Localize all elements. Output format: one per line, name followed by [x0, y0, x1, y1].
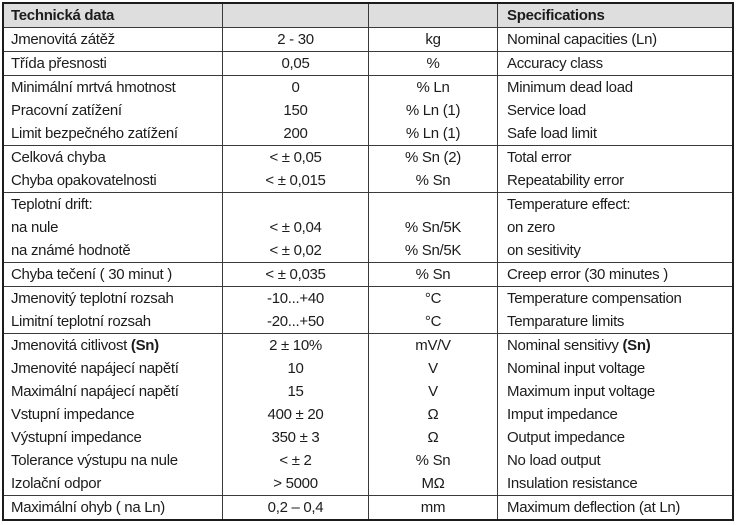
english-label: Output impedance — [507, 429, 625, 446]
czech-label-cell — [4, 496, 223, 519]
header-czech-cell — [4, 4, 223, 27]
czech-label-cell — [4, 380, 223, 403]
czech-label-cell — [4, 310, 223, 333]
english-label: Accuracy class — [507, 55, 603, 72]
english-label: Nominal input voltage — [507, 360, 645, 377]
english-label-cell — [498, 76, 732, 99]
english-label-cell — [498, 193, 732, 216]
value-text: < ± 0,05 — [269, 149, 322, 166]
unit-cell — [369, 99, 498, 122]
czech-label-cell — [4, 52, 223, 75]
czech-label: Maximální napájecí napětí — [11, 383, 179, 400]
value-text: 0,2 – 0,4 — [267, 499, 324, 516]
unit-text: Ω — [427, 406, 439, 423]
czech-label-cell — [4, 426, 223, 449]
czech-label-cell — [4, 287, 223, 310]
english-label: on zero — [507, 219, 555, 236]
unit-cell — [369, 334, 498, 357]
value-text: 15 — [287, 383, 304, 400]
unit-text: % Sn/5K — [404, 219, 462, 236]
czech-label: Teplotní drift: — [11, 196, 93, 213]
table-row — [4, 216, 732, 239]
value-cell — [223, 169, 369, 192]
unit-cell — [369, 403, 498, 426]
unit-cell — [369, 193, 498, 216]
czech-label: Jmenovitá citlivost — [11, 337, 131, 354]
english-label-cell — [498, 99, 732, 122]
czech-label: na nule — [11, 219, 59, 236]
value-cell — [223, 239, 369, 262]
czech-label: Jmenovitý teplotní rozsah — [11, 290, 174, 307]
value-cell — [223, 28, 369, 51]
header-english-cell — [498, 4, 732, 27]
table-row — [4, 472, 732, 496]
english-label-cell — [498, 28, 732, 51]
value-text: < ± 0,015 — [265, 172, 326, 189]
table-row — [4, 380, 732, 403]
unit-cell — [369, 263, 498, 286]
english-label-cell — [498, 380, 732, 403]
english-label-cell — [498, 146, 732, 169]
table-title-english: Specifications — [507, 7, 605, 24]
value-cell — [223, 287, 369, 310]
value-text: 0 — [291, 79, 300, 96]
unit-text: % Sn (2) — [405, 149, 461, 166]
table-row — [4, 263, 732, 287]
table-row — [4, 357, 732, 380]
table-row — [4, 496, 732, 519]
czech-label-cell — [4, 122, 223, 145]
value-cell — [223, 193, 369, 216]
czech-label: Minimální mrtvá hmotnost — [11, 79, 176, 96]
czech-label: Chyba opakovatelnosti — [11, 172, 157, 189]
czech-label-cell — [4, 99, 223, 122]
table-row — [4, 193, 732, 216]
value-text: 200 — [283, 125, 308, 142]
czech-label-bold: (Sn) — [130, 337, 159, 354]
table-row — [4, 287, 732, 310]
english-label-cell — [498, 357, 732, 380]
header-unit-cell-empty — [369, 4, 498, 27]
czech-label: Vstupní impedance — [11, 406, 135, 423]
value-cell — [223, 263, 369, 286]
value-cell — [223, 403, 369, 426]
english-label: Maximum input voltage — [507, 383, 655, 400]
english-label: No load output — [507, 452, 601, 469]
value-text: 10 — [287, 360, 304, 377]
unit-cell — [369, 310, 498, 333]
unit-cell — [369, 76, 498, 99]
english-label: Repeatability error — [507, 172, 624, 189]
unit-text: kg — [425, 31, 441, 48]
unit-cell — [369, 380, 498, 403]
table-row — [4, 122, 732, 146]
unit-cell — [369, 287, 498, 310]
czech-label-cell — [4, 193, 223, 216]
english-label: Temparature limits — [507, 313, 625, 330]
czech-label-cell — [4, 216, 223, 239]
english-label-cell — [498, 310, 732, 333]
specifications-table — [2, 2, 734, 521]
unit-cell — [369, 122, 498, 145]
table-row — [4, 52, 732, 76]
english-label-cell — [498, 426, 732, 449]
value-cell — [223, 146, 369, 169]
english-label-cell — [498, 239, 732, 262]
unit-text: mm — [420, 499, 446, 516]
czech-label-cell — [4, 169, 223, 192]
unit-text: % Sn/5K — [404, 242, 462, 259]
czech-label: Jmenovité napájecí napětí — [11, 360, 179, 377]
unit-cell — [369, 357, 498, 380]
english-label-cell — [498, 52, 732, 75]
unit-text: % Sn — [415, 452, 451, 469]
czech-label: Tolerance výstupu na nule — [11, 452, 178, 469]
value-cell — [223, 52, 369, 75]
czech-label: Chyba tečení ( 30 minut ) — [11, 266, 172, 283]
value-cell — [223, 449, 369, 472]
value-text: 350 ± 3 — [271, 429, 320, 446]
value-cell — [223, 496, 369, 519]
table-row — [4, 76, 732, 99]
unit-cell — [369, 52, 498, 75]
value-text: > 5000 — [273, 475, 318, 492]
unit-cell — [369, 496, 498, 519]
table-title-czech: Technická data — [11, 7, 115, 24]
table-row — [4, 334, 732, 357]
english-label-cell — [498, 263, 732, 286]
english-label: Temperature compensation — [507, 290, 682, 307]
value-cell — [223, 357, 369, 380]
value-cell — [223, 380, 369, 403]
english-label-cell — [498, 169, 732, 192]
unit-cell — [369, 426, 498, 449]
unit-text: MΩ — [421, 475, 445, 492]
czech-label-cell — [4, 357, 223, 380]
english-label: Imput impedance — [507, 406, 618, 423]
english-label-cell — [498, 122, 732, 145]
czech-label: Limitní teplotní rozsah — [11, 313, 151, 330]
unit-text: Ω — [427, 429, 439, 446]
czech-label-cell — [4, 263, 223, 286]
value-text: < ± 0,035 — [265, 266, 326, 283]
value-text: < ± 2 — [279, 452, 312, 469]
unit-cell — [369, 472, 498, 495]
czech-label-cell — [4, 239, 223, 262]
czech-label: Třída přesnosti — [11, 55, 107, 72]
value-cell — [223, 334, 369, 357]
english-label-cell — [498, 496, 732, 519]
unit-text: % Sn — [415, 172, 451, 189]
czech-label-cell — [4, 334, 223, 357]
unit-text: V — [428, 383, 438, 400]
english-label-cell — [498, 216, 732, 239]
unit-cell — [369, 239, 498, 262]
unit-cell — [369, 449, 498, 472]
unit-text: mV/V — [415, 337, 451, 354]
value-text: 0,05 — [281, 55, 310, 72]
unit-cell — [369, 28, 498, 51]
czech-label: Maximální ohyb ( na Ln) — [11, 499, 166, 516]
czech-label-cell — [4, 76, 223, 99]
english-label-cell — [498, 472, 732, 495]
value-cell — [223, 310, 369, 333]
value-text: 2 - 30 — [277, 31, 314, 48]
value-cell — [223, 426, 369, 449]
czech-label-cell — [4, 449, 223, 472]
unit-text: % Sn — [415, 266, 451, 283]
value-text: < ± 0,04 — [269, 219, 322, 236]
table-row — [4, 99, 732, 122]
english-label-cell — [498, 334, 732, 357]
table-row — [4, 403, 732, 426]
table-row — [4, 426, 732, 449]
czech-label: Výstupní impedance — [11, 429, 142, 446]
english-label-cell — [498, 449, 732, 472]
value-text: 150 — [283, 102, 308, 119]
table-row — [4, 239, 732, 263]
unit-text: V — [428, 360, 438, 377]
czech-label-cell — [4, 403, 223, 426]
english-label-cell — [498, 287, 732, 310]
unit-cell — [369, 169, 498, 192]
value-text: 2 ± 10% — [269, 337, 322, 354]
english-label-bold: (Sn) — [622, 337, 651, 354]
table-row — [4, 310, 732, 334]
value-text: -10...+40 — [267, 290, 324, 307]
english-label: Safe load limit — [507, 125, 597, 142]
value-cell — [223, 472, 369, 495]
table-row — [4, 146, 732, 169]
english-label: Temperature effect: — [507, 196, 631, 213]
english-label-cell — [498, 403, 732, 426]
english-label: Nominal capacities (Ln) — [507, 31, 657, 48]
table-row — [4, 449, 732, 472]
value-cell — [223, 76, 369, 99]
value-cell — [223, 122, 369, 145]
unit-text: % — [426, 55, 440, 72]
czech-label: Limit bezpečného zatížení — [11, 125, 178, 142]
value-text: -20...+50 — [267, 313, 324, 330]
english-label: Nominal sensitivy — [507, 337, 623, 354]
table-row — [4, 169, 732, 193]
unit-text: °C — [424, 290, 442, 307]
english-label: Creep error (30 minutes ) — [507, 266, 668, 283]
czech-label: na známé hodnotě — [11, 242, 131, 259]
english-label: Total error — [507, 149, 572, 166]
header-value-cell-empty — [223, 4, 369, 27]
czech-label-cell — [4, 28, 223, 51]
czech-label: Izolační odpor — [11, 475, 102, 492]
english-label: on sesitivity — [507, 242, 581, 259]
czech-label-cell — [4, 472, 223, 495]
unit-text: °C — [424, 313, 442, 330]
czech-label-cell — [4, 146, 223, 169]
unit-text: % Ln — [416, 79, 450, 96]
english-label: Insulation resistance — [507, 475, 638, 492]
czech-label: Celková chyba — [11, 149, 106, 166]
english-label: Minimum dead load — [507, 79, 633, 96]
english-label: Service load — [507, 102, 586, 119]
value-cell — [223, 99, 369, 122]
table-header-row — [4, 4, 732, 28]
unit-cell — [369, 146, 498, 169]
unit-text: % Ln (1) — [405, 102, 461, 119]
unit-text: % Ln (1) — [405, 125, 461, 142]
value-text: < ± 0,02 — [269, 242, 322, 259]
unit-cell — [369, 216, 498, 239]
value-cell — [223, 216, 369, 239]
table-row — [4, 28, 732, 52]
english-label: Maximum deflection (at Ln) — [507, 499, 681, 516]
czech-label: Pracovní zatížení — [11, 102, 122, 119]
czech-label: Jmenovitá zátěž — [11, 31, 115, 48]
value-text: 400 ± 20 — [267, 406, 324, 423]
